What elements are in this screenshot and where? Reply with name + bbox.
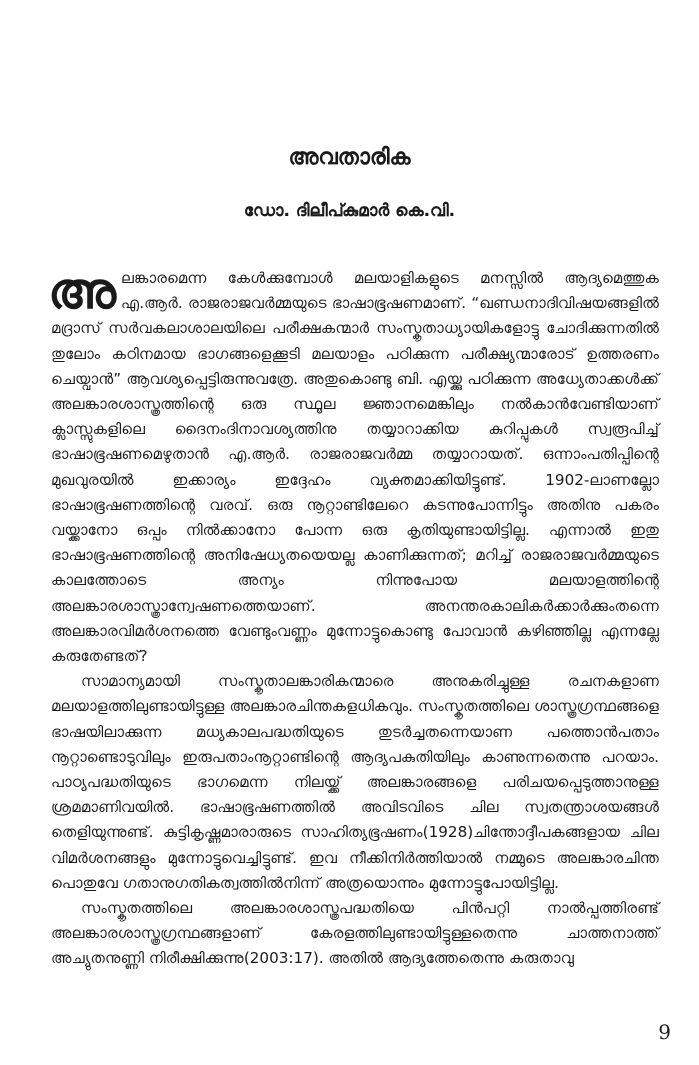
paragraph-1-text: ലങ്കാരമെന്ന കേൾക്കുമ്പോൾ മലയാളികളുടെ മനസ്സിൽ ആദ്യമെത്തുക എ.ആർ. രാജരാജവർമ്മയുടെ ഭാഷാഭൂഷണമാണ്. “ഖണ്ഡനാദിവിഷയങ്ങളിൽ മദ്രാസ് സർവകലാശാലയിലെ പരീക്ഷകന്മാർ സംസ്കൃതാധ്യായികളോട്ടു ചോദിക്കുന്നതിൽ തുലോം കഠിനമായ ഭാഗങ്ങളെക്കൂടി മലയാളം പഠിക്കുന്ന പരീക്ഷ്യന്മാരോട് ഉത്തരണം ചെയ്വാൻ” ആവശ്യപ്പെട്ടിരുന്നുവത്രേ. അതുകൊണ്ടു ബി. എയ്ക്കു പഠിക്കുന്ന അധ്യേതാക്കൾക്ക് അലങ്കാരശാസ്ത്രത്തിന്റെ ഒരു സ്ഥൂല ജ്ഞാനമെങ്കിലും നൽകാൻവേണ്ടിയാണ് ക്ലാസ്സുകളിലെ ദൈനംദിനാവശ്യത്തിനു തയ്യാറാക്കിയ കുറിപ്പുകൾ സ്വരൂപിച്ച് ഭാഷാഭൂഷണമെഴുതാൻ എ.ആർ. രാജരാജവർമ്മ തയ്യാറായത്. ഒന്നാംപതിപ്പിന്റെ മുഖവുരയിൽ ഇക്കാര്യം ഇദ്ദേഹം വ്യക്തമാക്കിയിട്ടുണ്ട്. 1902-ലാണല്ലോ ഭാഷാഭൂഷണത്തിന്റെ വരവ്. ഒരു നൂറ്റാണ്ടിലേറെ കടന്നുപോന്നിട്ടും അതിനു പകരം വയ്ക്കാനോ ഒപ്പം നിൽക്കാനോ പോന്ന ഒരു കൃതിയുണ്ടായിട്ടില്ല. എന്നാൽ ഇതു ഭാഷാഭൂഷണത്തിന്റെ അനിഷേധ്യതയെയല്ല കാണിക്കുന്നത്; മറിച്ച് രാജരാജവർമ്മയുടെ കാലത്തോടെ അന്യം നിന്നുപോയ മലയാളത്തിന്റെ അലങ്കാരശാസ്ത്രാന്വേഷണത്തെയാണ്. അനന്തരകാലികർക്കാർക്കുംതന്നെ അലങ്കാരവിമർശനത്തെ വേണ്ടുംവണ്ണം മുന്നോട്ടുകൊണ്ടു പോവാൻ കഴിഞ്ഞില്ല എന്നല്ലേ കരുതേണ്ടത്?: [51, 269, 659, 666]
drop-cap: അ: [48, 261, 116, 320]
paragraph-3: സംസ്കൃതത്തിലെ അലങ്കാരശാസ്ത്രപദ്ധതിയെ പിൻപറ്റി നാൽപ്പത്തിരണ്ട് അലങ്കാരശാസ്ത്രഗ്രന്ഥങ്ങളാണ് കേരളത്തിലുണ്ടായിട്ടുള്ളതെന്നു ചാത്തനാത്ത് അച്യുതനുണ്ണി നിരീക്ഷിക്കുന്നു(2003:17). അതിൽ ആദ്യത്തേതെന്നു കരുതാവു: [51, 899, 659, 968]
paragraph-2: സാമാന്യമായി സംസ്കൃതാലങ്കാരികന്മാരെ അനുകരിച്ചുള്ള രചനകളാണ മലയാളത്തിലുണ്ടായിട്ടുള്ള അലങ്കാരചിന്തകളധികവും. സംസ്കൃതത്തിലെ ശാസ്ത്രഗ്രന്ഥങ്ങളെ ഭാഷയിലാക്കുന്ന മധ്യകാലപദ്ധതിയുടെ തുടർച്ചതന്നെയാണ പത്തൊൻപതാം നൂറ്റാണ്ടൊടുവിലും ഇരുപതാംനൂറ്റാണ്ടിന്റെ ആദ്യപകുതിയിലും കാണുന്നതെന്നു പറയാം. പാഠ്യപദ്ധതിയുടെ ഭാഗമെന്ന നിലയ്ക്ക് അലങ്കാരങ്ങളെ പരിചയപ്പെടുത്താനുള്ള ശ്രമമാണിവയിൽ. ഭാഷാഭൂഷണത്തിൽ അവിടവിടെ ചില സ്വതന്ത്രാശയങ്ങൾ തെളിയുന്നുണ്ട്. കുട്ടികൃഷ്ണമാരാരുടെ സാഹിത്യഭൂഷണം(1928)ചിന്തോദ്ദീപകങ്ങളായ ചില വിമർശനങ്ങളും മുന്നോട്ടുവെച്ചിട്ടുണ്ട്. ഇവ നീക്കിനിർത്തിയാൽ നമ്മുടെ അലങ്കാരചിന്ത പൊതുവേ ഗതാനുഗതികത്വത്തിൽനിന്ന് അത്രയൊന്നും മുന്നോട്ടുപോയിട്ടില്ല.: [51, 672, 659, 892]
body-text: [48, 261, 659, 972]
paragraph-1: [48, 261, 659, 669]
author-name: ഡോ. ദിലീപ്കുമാർ കെ.വി.: [243, 201, 456, 221]
page-number: 9: [658, 1020, 671, 1044]
chapter-title: അവതാരിക: [288, 145, 411, 170]
